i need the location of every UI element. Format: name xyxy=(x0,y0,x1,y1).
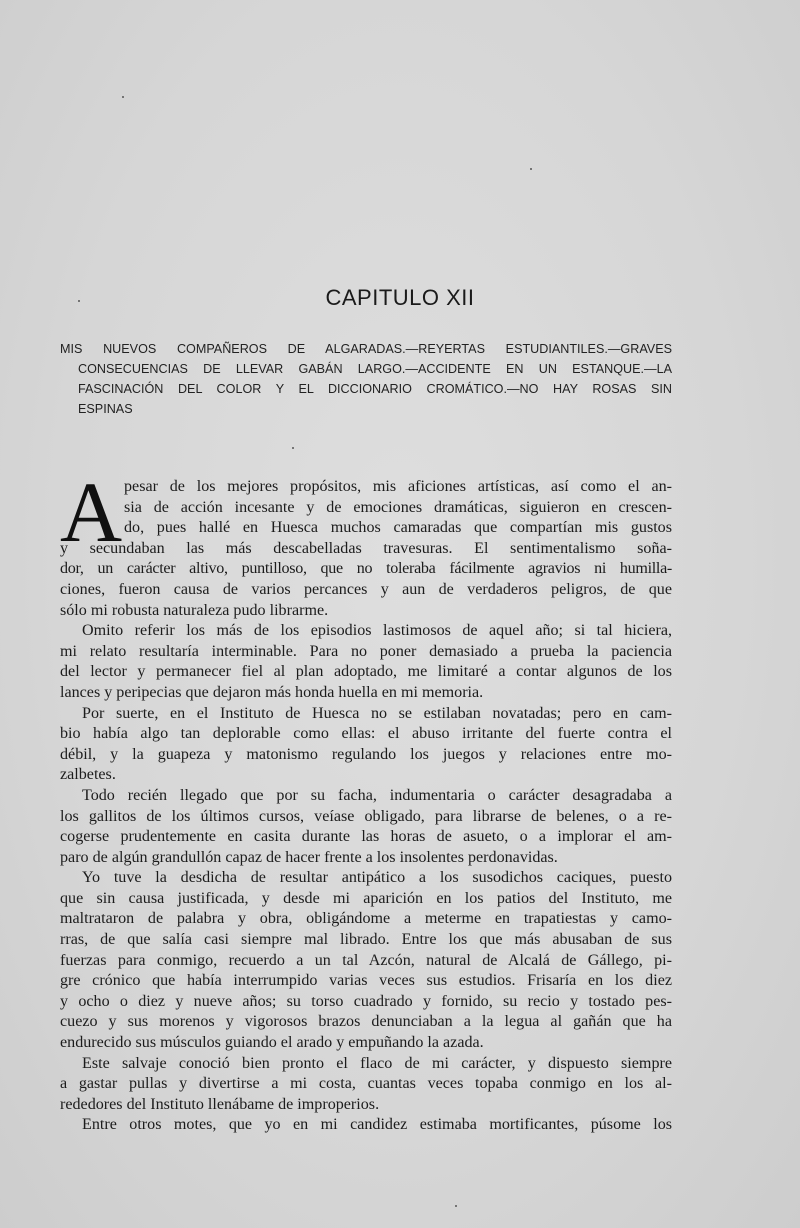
text-line: débil, y la guapeza y matonismo regulando los juegos y relaciones entre mo- xyxy=(60,745,672,763)
text-line: endurecido sus músculos guiando el arado y empuñando la azada. xyxy=(60,1034,484,1052)
text-line: del lector y permanecer fiel al plan adoptado, me limitaré a contar algunos de los xyxy=(60,663,672,681)
text-line: Este salvaje conoció bien pronto el flaco de mi carácter, y dispuesto siempre xyxy=(82,1054,672,1072)
text-line: Todo recién llegado que por su facha, indumentaria o carácter desagradaba a xyxy=(82,786,672,804)
chapter-title: CAPITULO XII xyxy=(325,285,475,310)
text-line: y secundaban las más descabelladas travesuras. El sentimentalismo soña- xyxy=(60,539,672,557)
text-line: a gastar pullas y divertirse a mi costa, cuantas veces topaba conmigo en los al- xyxy=(60,1075,672,1093)
summary-line: CONSECUENCIAS DE LLEVAR GABÁN LARGO.—ACCIDENTE EN UN ESTANQUE.—LA xyxy=(78,362,672,376)
drop-cap: A xyxy=(60,464,123,560)
text-line: pesar de los mejores propósitos, mis aficiones artísticas, así como el an- xyxy=(124,478,672,495)
text-line: rras, de que salía casi siempre mal librado. Entre los que más abusaban de sus xyxy=(60,931,672,949)
text-line: que sin causa justificada, y desde mi aparición en los patios del Instituto, me xyxy=(60,889,672,907)
text-line: zalbetes. xyxy=(60,766,116,784)
text-line: bio había algo tan deplorable como ellas: el abuso irritante del fuerte contra el xyxy=(60,725,672,743)
text-line: do, pues hallé en Huesca muchos camaradas que compartían mis gustos xyxy=(124,519,672,537)
text-line: Entre otros motes, que yo en mi candidez estimaba mortificantes, púsome los xyxy=(82,1116,672,1134)
summary-line: ESPINAS xyxy=(78,402,133,416)
text-line: cuezo y sus morenos y vigorosos brazos denunciaban a la legua al gañán que ha xyxy=(60,1013,672,1031)
text-line: Por suerte, en el Instituto de Huesca no se estilaban novatadas; pero en cam- xyxy=(82,704,672,722)
text-line: lances y peripecias que dejaron más honda huella en mi memoria. xyxy=(60,683,484,701)
paper-speck xyxy=(292,447,294,449)
text-line: y ocho o diez y nueve años; su torso cuadrado y fornido, su recio y tostado pes- xyxy=(60,992,672,1010)
text-line: Omito referir los más de los episodios lastimosos de aquel año; si tal hiciera, xyxy=(82,622,672,640)
paper-speck xyxy=(455,1205,457,1207)
text-line: mi relato resultaría interminable. Para no poner demasiado a prueba la paciencia xyxy=(60,642,672,660)
paper-speck xyxy=(530,168,532,170)
text-line: los gallitos de los últimos cursos, veíase obligado, para librarse de belenes, o a re- xyxy=(60,807,672,825)
text-line: rededores del Instituto llenábame de improperios. xyxy=(60,1095,380,1113)
text-line: sia de acción incesante y de emociones dramáticas, siguieron en crescen- xyxy=(124,498,672,516)
text-line: maltrataron de palabra y obra, obligándome a meterme en trapatiestas y camo- xyxy=(60,910,672,928)
text-line: sólo mi robusta naturaleza pudo librarme. xyxy=(60,601,329,619)
chapter-summary xyxy=(60,339,672,419)
summary-line: MIS NUEVOS COMPAÑEROS DE ALGARADAS.—REYERTAS ESTUDIANTILES.—GRAVES xyxy=(60,342,672,356)
summary-line: FASCINACIÓN DEL COLOR Y EL DICCIONARIO CROMÁTICO.—NO HAY ROSAS SIN xyxy=(78,382,672,396)
text-line: ciones, fueron causa de varios percances y aun de verdaderos peligros, de que xyxy=(60,580,672,598)
text-line: cogerse prudentemente en casita durante las horas de asueto, o a implorar el am- xyxy=(60,828,672,846)
paper-speck xyxy=(122,96,124,98)
text-line: dor, un carácter altivo, puntilloso, que no toleraba fácilmente agravios ni humilla- xyxy=(60,560,672,578)
body-text xyxy=(60,477,672,1136)
text-line: gre crónico que había interrumpido varias veces sus estudios. Frisaría en los diez xyxy=(60,972,672,990)
text-line: Yo tuve la desdicha de resultar antipático a los susodichos caciques, puesto xyxy=(82,869,672,887)
text-line: fuerzas para conmigo, recuerdo a un tal Azcón, natural de Alcalá de Gállego, pi- xyxy=(60,951,672,969)
text-line: paro de algún grandullón capaz de hacer frente a los insolentes perdonavidas. xyxy=(60,848,558,866)
